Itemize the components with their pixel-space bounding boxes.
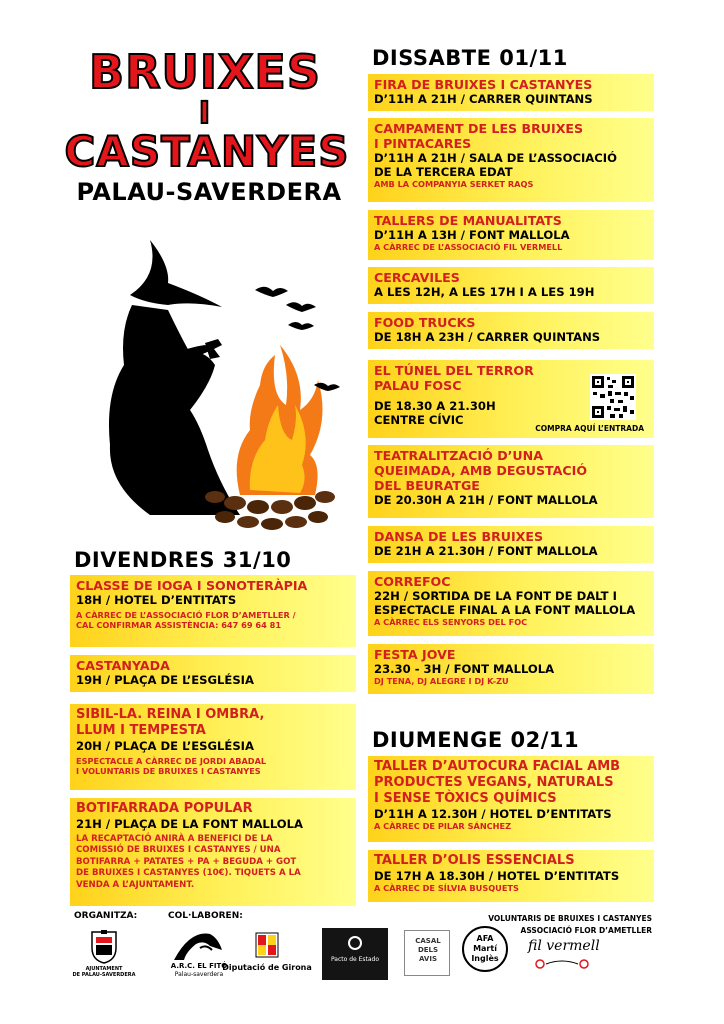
- event-info: 20H / PLAÇA DE L’ESGLÉSIA: [76, 739, 254, 753]
- event-info: D’11H A 13H / FONT MALLOLA: [374, 228, 570, 242]
- event-title: TALLER D’AUTOCURA FACIAL AMB PRODUCTES VEGANS, NATURALS I SENSE TÒXICS QUÍMICS: [374, 759, 621, 806]
- event-note: DJ TENA, DJ ALEGRE I DJ K-ZU: [374, 676, 509, 686]
- event-botifarrada: [70, 798, 356, 906]
- event-info: D’11H A 21H / SALA DE L’ASSOCIACIÓ DE LA TERCERA EDAT: [374, 151, 617, 179]
- event-note: A CÀRREC DE L’ASSOCIACIÓ FIL VERMELL: [374, 242, 563, 252]
- event-note: A CÀRREC DE L’ASSOCIACIÓ FLOR D’AMETLLER / CAL CONFIRMAR ASSISTÈNCIA: 647 69 64 81: [76, 610, 296, 630]
- event-note: LA RECAPTACIÓ ANIRÀ A BENEFICI DE LA COMISSIÓ DE BRUIXES I CASTANYES / UNA BOTIFARRA + PATATES + PA + BEGUDA + GOT DE BRUIXES I CASTANYES (10€). TIQUETS A LA VENDA A L’AJUNTAMENT.: [76, 834, 301, 890]
- event-title: FOOD TRUCKS: [374, 315, 476, 330]
- event-festa-jove: [368, 644, 654, 694]
- event-title: TALLER D’OLIS ESSENCIALS: [374, 853, 575, 868]
- pacto-estado-circle-icon: [348, 936, 362, 950]
- diputacio-label: Diputació de Girona: [222, 963, 312, 972]
- pacto-estado-logo: [322, 928, 388, 980]
- qr-code-icon[interactable]: [590, 374, 636, 420]
- event-title: EL TÚNEL DEL TERROR PALAU FOSC: [374, 363, 534, 393]
- event-title: CLASSE DE IOGA I SONOTERÀPIA: [76, 578, 308, 593]
- event-title: DANSA DE LES BRUIXES: [374, 529, 544, 544]
- ticket-link[interactable]: COMPRA AQUÍ L’ENTRADA: [535, 424, 644, 433]
- event-title: FIRA DE BRUIXES I CASTANYES: [374, 77, 593, 92]
- event-tallers: [368, 210, 654, 260]
- arc-el-fito-label: A.R.C. EL FITÓ: [170, 962, 228, 970]
- town-name: PALAU-SAVERDERA: [76, 178, 342, 206]
- event-info: DE 18H A 23H / CARRER QUINTANS: [374, 330, 601, 344]
- event-food-trucks: [368, 312, 654, 349]
- label-organitza: ORGANITZA:: [74, 911, 138, 921]
- event-title: CERCAVILES: [374, 270, 460, 285]
- event-taller-olis: [368, 850, 654, 902]
- event-castanyada: [70, 655, 356, 692]
- casal-dels-avis-logo: [404, 930, 450, 976]
- ajuntament-label: AJUNTAMENT DE PALAU-SAVERDERA: [72, 966, 136, 978]
- day-heading-sunday: DIUMENGE 02/11: [372, 728, 580, 752]
- afa-label: AFA Martí Inglès: [471, 934, 499, 963]
- event-dansa: [368, 526, 654, 563]
- event-title: FESTA JOVE: [374, 647, 456, 662]
- fil-vermell-logo: fil vermell: [528, 938, 600, 954]
- event-correfoc: [368, 571, 654, 636]
- event-info: DE 18.30 A 21.30H CENTRE CÍVIC: [374, 399, 496, 427]
- title-castanyes: CASTANYES: [64, 127, 350, 176]
- event-info: 19H / PLAÇA DE L’ESGLÉSIA: [76, 673, 254, 687]
- event-title: TEATRALITZACIÓ D’UNA QUEIMADA, AMB DEGUSTACIÓ DEL BEURATGE: [374, 448, 588, 493]
- event-note: A CÀRREC DE SÍLVIA BUSQUETS: [374, 883, 519, 893]
- event-note: ESPECTACLE A CÀRREC DE JORDI ABADAL I VOLUNTARIS DE BRUIXES I CASTANYES: [76, 756, 267, 776]
- event-title: TALLERS DE MANUALITATS: [374, 213, 562, 228]
- event-taller-autocura: [368, 756, 654, 842]
- thanks-line-1: VOLUNTARIS DE BRUIXES I CASTANYES: [488, 914, 652, 923]
- event-title: CAMPAMENT DE LES BRUIXES I PINTACARES: [374, 121, 584, 151]
- event-info: 18H / HOTEL D’ENTITATS: [76, 593, 237, 607]
- event-sibil-la: [70, 704, 356, 790]
- flower-icon: [532, 956, 592, 972]
- event-title: CORREFOC: [374, 574, 451, 589]
- arc-el-fito-sublabel: Palau-saverdera: [174, 971, 224, 978]
- event-info: A LES 12H, A LES 17H I A LES 19H: [374, 285, 595, 299]
- event-ioga: [70, 575, 356, 647]
- witch-illustration: [90, 235, 350, 530]
- event-title: SIBIL-LA. REINA I OMBRA, LLUM I TEMPESTA: [76, 707, 265, 738]
- ajuntament-shield-logo: [90, 930, 118, 964]
- diputacio-shield-logo: [255, 932, 279, 958]
- event-tunel: [368, 360, 654, 438]
- arc-el-fito-logo: [170, 928, 226, 962]
- thanks-line-2: ASSOCIACIÓ FLOR D’AMETLLER: [520, 926, 652, 935]
- event-title: CASTANYADA: [76, 658, 170, 673]
- event-cercaviles: [368, 267, 654, 304]
- afa-marti-ingles-logo: [462, 926, 508, 972]
- event-note: A CÀRREC DE PILAR SÁNCHEZ: [374, 821, 512, 831]
- event-info: DE 21H A 21.30H / FONT MALLOLA: [374, 544, 598, 558]
- event-info: 23.30 - 3H / FONT MALLOLA: [374, 662, 555, 676]
- title-i: I: [198, 96, 212, 131]
- event-campament: [368, 118, 654, 202]
- event-info: 22H / SORTIDA DE LA FONT DE DALT I ESPECTACLE FINAL A LA FONT MALLOLA: [374, 589, 636, 617]
- label-collaboren: COL·LABOREN:: [168, 911, 243, 921]
- pacto-estado-label: Pacto de Estado: [330, 956, 380, 963]
- event-info: DE 17H A 18.30H / HOTEL D’ENTITATS: [374, 869, 620, 883]
- event-info: DE 20.30H A 21H / FONT MALLOLA: [374, 493, 598, 507]
- casal-dels-avis-label: CASAL DELS AVIS: [415, 937, 441, 963]
- event-info: 21H / PLAÇA DE LA FONT MALLOLA: [76, 817, 304, 831]
- event-info: D’11H A 12.30H / HOTEL D’ENTITATS: [374, 807, 612, 821]
- event-title: BOTIFARRADA POPULAR: [76, 801, 253, 816]
- event-info: D’11H A 21H / CARRER QUINTANS: [374, 92, 593, 106]
- event-note: A CÀRREC ELS SENYORS DEL FOC: [374, 617, 528, 627]
- title-bruixes: BRUIXES: [89, 45, 321, 99]
- event-fira: [368, 74, 654, 111]
- event-teatralitzacio: [368, 445, 654, 518]
- day-heading-friday: DIVENDRES 31/10: [74, 548, 292, 572]
- event-note: AMB LA COMPANYIA SERKET RAQS: [374, 179, 534, 189]
- day-heading-saturday: DISSABTE 01/11: [372, 46, 568, 70]
